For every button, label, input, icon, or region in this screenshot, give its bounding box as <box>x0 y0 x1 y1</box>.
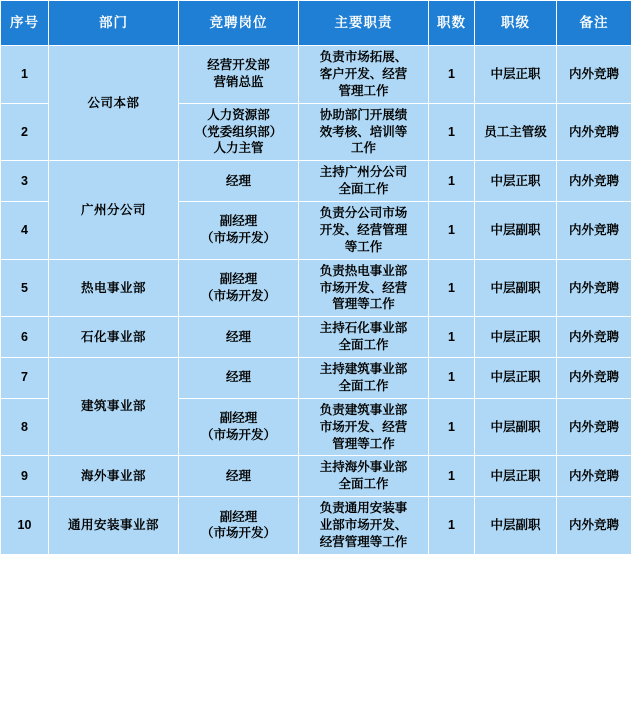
cell-remark: 内外竞聘 <box>557 161 631 202</box>
cell-headcount: 1 <box>429 202 475 260</box>
cell-headcount: 1 <box>429 103 475 161</box>
table-header <box>1 1 631 46</box>
table-header-row <box>1 1 631 46</box>
cell-remark: 内外竞聘 <box>557 259 631 317</box>
cell-position: 人力资源部 （党委组织部） 人力主管 <box>179 103 299 161</box>
cell-headcount: 1 <box>429 259 475 317</box>
cell-rank: 中层正职 <box>475 456 557 497</box>
cell-rank: 中层正职 <box>475 317 557 358</box>
cell-position: 副经理 （市场开发） <box>179 259 299 317</box>
cell-seq: 3 <box>1 161 49 202</box>
cell-duties: 负责分公司市场 开发、经营管理 等工作 <box>299 202 429 260</box>
cell-duties: 负责通用安装事 业部市场开发、 经营管理等工作 <box>299 497 429 555</box>
cell-position: 副经理 （市场开发） <box>179 202 299 260</box>
cell-position: 经理 <box>179 358 299 399</box>
table-row <box>1 358 631 399</box>
cell-remark: 内外竞聘 <box>557 497 631 555</box>
cell-rank: 中层正职 <box>475 46 557 104</box>
cell-department: 海外事业部 <box>49 456 179 497</box>
column-header-position: 竞聘岗位 <box>179 1 299 46</box>
cell-headcount: 1 <box>429 497 475 555</box>
cell-rank: 中层副职 <box>475 202 557 260</box>
table-row <box>1 46 631 104</box>
table-row <box>1 259 631 317</box>
cell-department: 通用安装事业部 <box>49 497 179 555</box>
cell-position: 经理 <box>179 456 299 497</box>
cell-remark: 内外竞聘 <box>557 202 631 260</box>
cell-position: 副经理 （市场开发） <box>179 497 299 555</box>
cell-duties: 主持石化事业部 全面工作 <box>299 317 429 358</box>
cell-duties: 负责市场拓展、 客户开发、经营 管理工作 <box>299 46 429 104</box>
column-header-seq: 序号 <box>1 1 49 46</box>
cell-seq: 4 <box>1 202 49 260</box>
column-header-headcount: 职数 <box>429 1 475 46</box>
table-row <box>1 161 631 202</box>
cell-position: 经营开发部 营销总监 <box>179 46 299 104</box>
table-row <box>1 317 631 358</box>
cell-position: 副经理 （市场开发） <box>179 398 299 456</box>
cell-remark: 内外竞聘 <box>557 358 631 399</box>
cell-headcount: 1 <box>429 398 475 456</box>
cell-headcount: 1 <box>429 161 475 202</box>
cell-duties: 协助部门开展绩 效考核、培训等 工作 <box>299 103 429 161</box>
cell-rank: 中层正职 <box>475 358 557 399</box>
cell-seq: 1 <box>1 46 49 104</box>
cell-remark: 内外竞聘 <box>557 46 631 104</box>
table-row <box>1 456 631 497</box>
cell-headcount: 1 <box>429 46 475 104</box>
cell-headcount: 1 <box>429 456 475 497</box>
cell-department: 建筑事业部 <box>49 358 179 456</box>
cell-position: 经理 <box>179 317 299 358</box>
table-row <box>1 497 631 555</box>
cell-rank: 中层副职 <box>475 398 557 456</box>
cell-seq: 9 <box>1 456 49 497</box>
column-header-rank: 职级 <box>475 1 557 46</box>
cell-seq: 6 <box>1 317 49 358</box>
cell-duties: 负责热电事业部 市场开发、经营 管理等工作 <box>299 259 429 317</box>
cell-duties: 负责建筑事业部 市场开发、经营 管理等工作 <box>299 398 429 456</box>
cell-seq: 7 <box>1 358 49 399</box>
cell-rank: 中层正职 <box>475 161 557 202</box>
column-header-remark: 备注 <box>557 1 631 46</box>
cell-seq: 10 <box>1 497 49 555</box>
cell-seq: 2 <box>1 103 49 161</box>
table-body <box>1 46 631 555</box>
cell-department: 公司本部 <box>49 46 179 161</box>
cell-headcount: 1 <box>429 358 475 399</box>
cell-remark: 内外竞聘 <box>557 398 631 456</box>
cell-remark: 内外竞聘 <box>557 456 631 497</box>
cell-duties: 主持建筑事业部 全面工作 <box>299 358 429 399</box>
cell-department: 石化事业部 <box>49 317 179 358</box>
cell-remark: 内外竞聘 <box>557 103 631 161</box>
cell-seq: 5 <box>1 259 49 317</box>
cell-department: 广州分公司 <box>49 161 179 259</box>
column-header-department: 部门 <box>49 1 179 46</box>
cell-rank: 中层副职 <box>475 497 557 555</box>
cell-rank: 中层副职 <box>475 259 557 317</box>
column-header-duties: 主要职责 <box>299 1 429 46</box>
cell-duties: 主持广州分公司 全面工作 <box>299 161 429 202</box>
cell-duties: 主持海外事业部 全面工作 <box>299 456 429 497</box>
cell-position: 经理 <box>179 161 299 202</box>
cell-headcount: 1 <box>429 317 475 358</box>
cell-rank: 员工主管级 <box>475 103 557 161</box>
cell-seq: 8 <box>1 398 49 456</box>
cell-department: 热电事业部 <box>49 259 179 317</box>
cell-remark: 内外竞聘 <box>557 317 631 358</box>
